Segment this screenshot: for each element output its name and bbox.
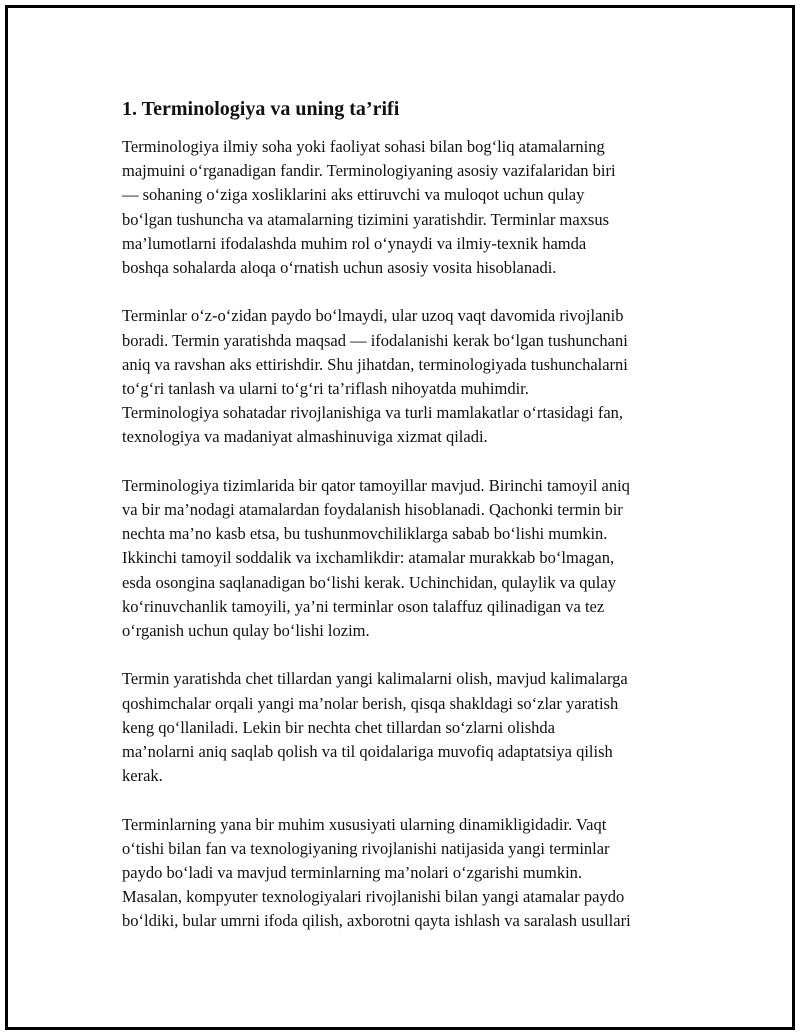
paragraph-line: Terminologiya tizimlarida bir qator tamoyillar mavjud. Birinchi tamoyil aniq: [122, 475, 630, 495]
paragraph: [122, 135, 692, 280]
paragraph-line: Terminlarning yana bir muhim xususiyati ularning dinamikligidadir. Vaqt: [122, 814, 607, 834]
paragraph-gap: [122, 450, 692, 474]
paragraph-line: Masalan, kompyuter texnologiyalari rivojlanishi bilan yangi atamalar paydo: [122, 887, 625, 907]
paragraph-line: boshqa sohalarda aloqa o‘rnatish uchun asosiy vosita hisoblanadi.: [122, 258, 557, 278]
paragraph: [122, 667, 692, 788]
paragraph-line: Terminologiya sohatadar rivojlanishiga va turli mamlakatlar o‘rtasidagi fan,: [122, 403, 624, 423]
paragraph-line: majmuini o‘rganadigan fandir. Terminologiyaning asosiy vazifalaridan biri: [122, 161, 616, 181]
paragraph-line: texnologiya va madaniyat almashinuviga xizmat qiladi.: [122, 427, 488, 447]
paragraph-line: Termin yaratishda chet tillardan yangi kalimalarni olish, mavjud kalimalarga: [122, 669, 628, 689]
paragraph-line: ma’lumotlarni ifodalashda muhim rol o‘ynaydi va ilmiy-texnik hamda: [122, 233, 587, 253]
paragraph-line: qoshimchalar orqali yangi ma’nolar berish, qisqa shakldagi so‘zlar yaratish: [122, 693, 619, 713]
paragraph-line: Ikkinchi tamoyil soddalik va ixchamlikdir: atamalar murakkab bo‘lmagan,: [122, 548, 615, 568]
paragraph-line: — sohaning o‘ziga xosliklarini aks ettiruvchi va muloqot uchun qulay: [122, 185, 585, 205]
paragraph-line: paydo bo‘ladi va mavjud terminlarning ma’nolari o‘zgarishi mumkin.: [122, 863, 583, 883]
paragraph-line: esda osongina saqlanadigan bo‘lishi kerak. Uchinchidan, qulaylik va qulay: [122, 572, 616, 592]
paragraph-line: Terminlar o‘z-o‘zidan paydo bo‘lmaydi, ular uzoq vaqt davomida rivojlanib: [122, 306, 624, 326]
document-body: [122, 96, 692, 934]
paragraph-list: [122, 135, 692, 934]
paragraph-line: ma’nolarni aniq saqlab qolish va til qoidalariga muvofiq adaptatsiya qilish: [122, 742, 613, 762]
paragraph: [122, 304, 692, 449]
paragraph-line: kerak.: [122, 766, 163, 786]
paragraph: [122, 474, 692, 643]
paragraph-line: bo‘lgan tushuncha va atamalarning tizimini yaratishdir. Terminlar maxsus: [122, 209, 609, 229]
paragraph-gap: [122, 788, 692, 812]
paragraph-line: boradi. Termin yaratishda maqsad — ifodalanishi kerak bo‘lgan tushunchani: [122, 330, 628, 350]
paragraph-line: bo‘ldiki, bular umrni ifoda qilish, axborotni qayta ishlash va saralash usullari: [122, 911, 631, 931]
paragraph-line: Terminologiya ilmiy soha yoki faoliyat sohasi bilan bog‘liq atamalarning: [122, 137, 605, 156]
paragraph-gap: [122, 280, 692, 304]
paragraph-line: o‘rganish uchun qulay bo‘lishi lozim.: [122, 621, 370, 641]
paragraph-line: o‘tishi bilan fan va texnologiyaning rivojlanishi natijasida yangi terminlar: [122, 838, 610, 858]
paragraph-line: to‘g‘ri tanlash va ularni to‘g‘ri ta’riflash nihoyatda muhimdir.: [122, 379, 529, 399]
paragraph-line: keng qo‘llaniladi. Lekin bir nechta chet tillardan so‘zlarni olishda: [122, 717, 555, 737]
paragraph-line: ko‘rinuvchanlik tamoyili, ya’ni terminlar oson talaffuz qilinadigan va tez: [122, 596, 605, 616]
paragraph-line: va bir ma’nodagi atamalardan foydalanish hisoblanadi. Qachonki termin bir: [122, 500, 623, 520]
page-frame: [5, 5, 795, 1030]
paragraph-line: aniq va ravshan aks ettirishdir. Shu jihatdan, terminologiyada tushunchalarni: [122, 354, 628, 374]
paragraph-gap: [122, 643, 692, 667]
section-heading: 1. Terminologiya va uning ta’rifi: [122, 98, 400, 120]
paragraph-line: nechta ma’no kasb etsa, bu tushunmovchiliklarga sabab bo‘lishi mumkin.: [122, 524, 608, 544]
paragraph: [122, 813, 692, 934]
